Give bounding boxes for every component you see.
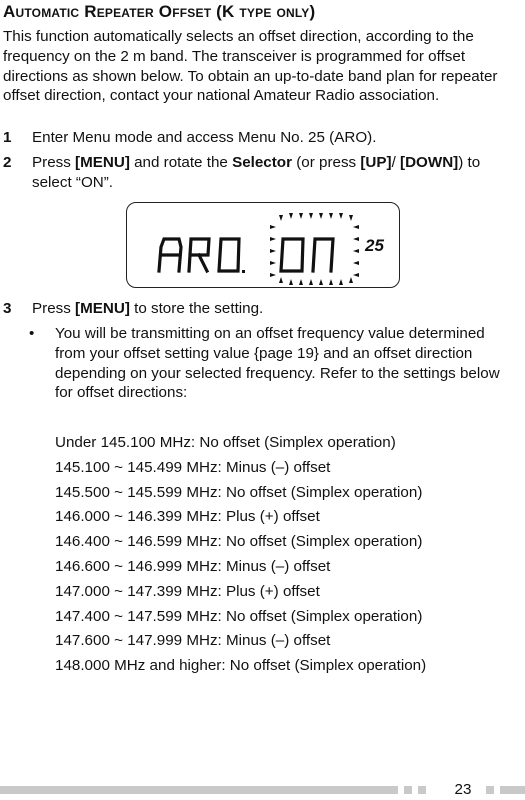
step-text: Press [MENU] to store the setting. <box>32 300 264 317</box>
menu-key-label: [MENU] <box>75 300 130 317</box>
down-key-label: [DOWN] <box>400 154 459 171</box>
section-heading: Automatic Repeater Offset (K type only) <box>3 2 316 21</box>
bullet-text: You will be transmitting on an offset frequency value determined from your offset setting value {page 19} and an offset direction depending on your selected frequency. Refer to the settings below for offset directions: <box>55 325 500 402</box>
list-item: 146.000 ~ 146.399 MHz: Plus (+) offset <box>55 508 320 526</box>
list-item: 148.000 MHz and higher: No offset (Simplex operation) <box>55 657 427 675</box>
step-text: Enter Menu mode and access Menu No. 25 (ARO). <box>32 129 377 146</box>
list-item: 147.600 ~ 147.999 MHz: Minus (–) offset <box>55 632 331 650</box>
step-number: 1 <box>3 129 12 146</box>
list-item: 146.600 ~ 146.999 MHz: Minus (–) offset <box>55 557 331 575</box>
lcd-text-on <box>281 239 333 271</box>
step-number: 2 <box>3 154 12 171</box>
lcd-menu-number: 25 <box>365 236 384 255</box>
list-item: 145.100 ~ 145.499 MHz: Minus (–) offset <box>55 458 331 476</box>
list-item: 146.400 ~ 146.599 MHz: No offset (Simplex operation) <box>55 533 423 551</box>
step-text: Press [MENU] and rotate the Selector (or press [UP]/ [DOWN]) to select “ON”. <box>32 154 481 191</box>
page-number: 23 <box>454 781 472 798</box>
list-item: Under 145.100 MHz: No offset (Simplex operation) <box>55 434 396 451</box>
list-item: 145.500 ~ 145.599 MHz: No offset (Simplex operation) <box>55 483 423 501</box>
selector-label: Selector <box>232 154 292 171</box>
menu-key-label: [MENU] <box>75 154 130 171</box>
step-number: 3 <box>3 300 12 317</box>
bullet-symbol: • <box>29 325 35 342</box>
lcd-display-illustration <box>126 202 400 288</box>
list-item: 147.000 ~ 147.399 MHz: Plus (+) offset <box>55 582 320 600</box>
lcd-text-aro <box>159 239 245 273</box>
up-key-label: [UP] <box>360 154 392 171</box>
intro-paragraph: This function automatically selects an offset direction, according to the frequency on the 2 m band. The transceiver is programmed for offset directions as shown below. To obtain an up-to-date band plan for repeater offset direction, contact your national Amateur Radio association. <box>3 28 498 105</box>
list-item: 147.400 ~ 147.599 MHz: No offset (Simplex operation) <box>55 607 423 625</box>
offset-list <box>55 433 426 681</box>
